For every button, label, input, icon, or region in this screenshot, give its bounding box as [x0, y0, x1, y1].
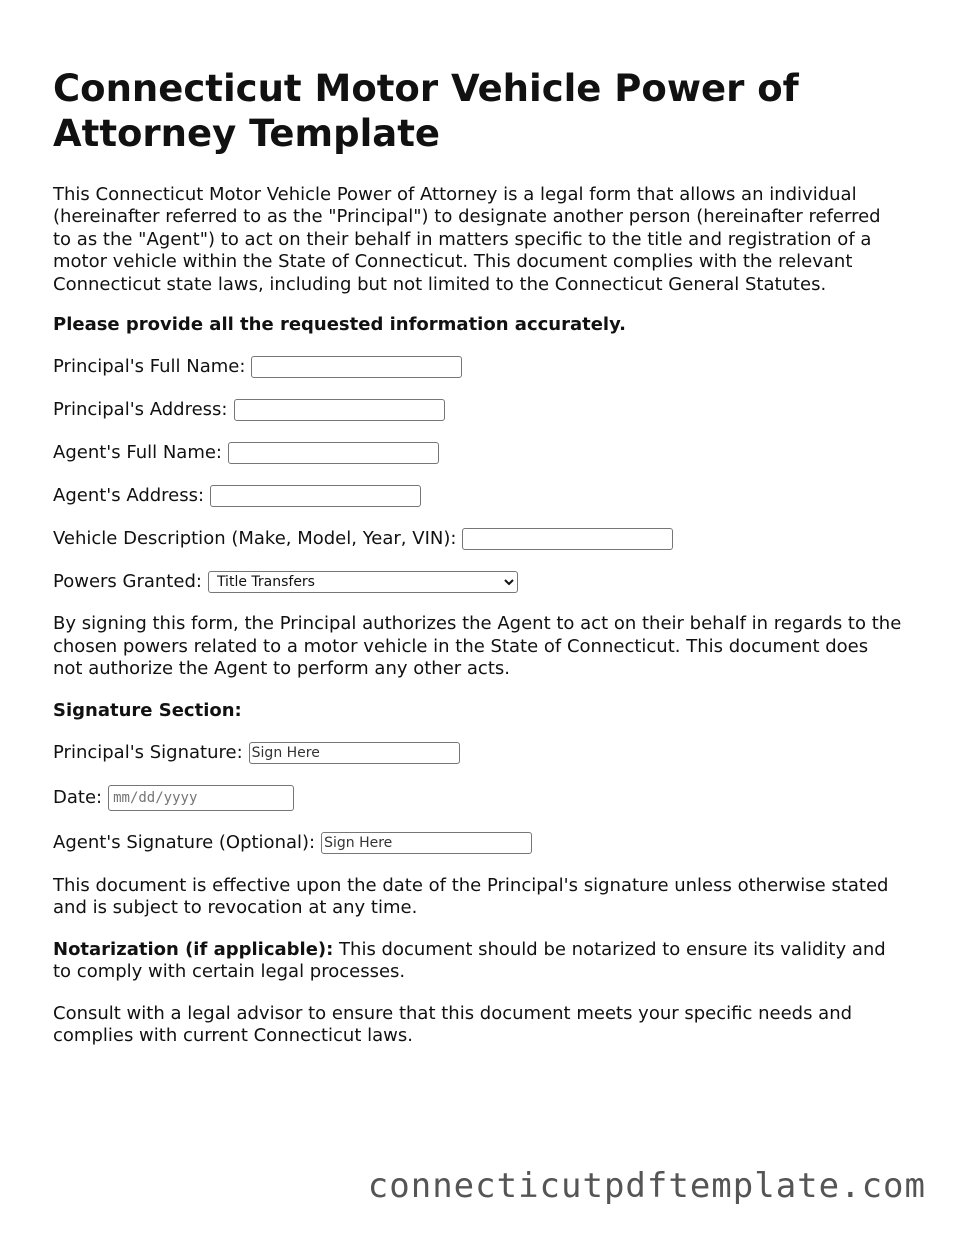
agent-name-row [53, 441, 903, 465]
agent-name-label: Agent's Full Name: [53, 442, 222, 464]
principal-address-row [53, 398, 903, 422]
agent-signature-row [53, 831, 903, 855]
signature-heading: Signature Section: [53, 699, 242, 721]
date-input[interactable] [108, 785, 294, 811]
agent-address-row [53, 484, 903, 508]
date-row [53, 785, 903, 811]
notarization-text: This document should be notarized to ensure its validity and to comply with certain legal processes. [53, 938, 886, 983]
principal-signature-label: Principal's Signature: [53, 742, 243, 764]
notarization-paragraph [53, 939, 903, 984]
agent-signature-input[interactable] [321, 832, 532, 854]
footer-watermark: connecticutpdftemplate.com [367, 1166, 926, 1206]
instruction-text: Please provide all the requested information accurately. [53, 314, 627, 336]
date-label: Date: [53, 787, 103, 809]
authorization-paragraph: By signing this form, the Principal authorizes the Agent to act on their behalf in regards to the chosen powers related to a motor vehicle in the State of Connecticut. This document does not authorize the Agent to perform any other acts. [53, 613, 902, 680]
principal-name-input[interactable] [251, 356, 462, 378]
principal-address-label: Principal's Address: [53, 399, 228, 421]
agent-signature-label: Agent's Signature (Optional): [53, 832, 316, 854]
page-title: Connecticut Motor Vehicle Power of Attorney Template [53, 67, 799, 155]
agent-address-label: Agent's Address: [53, 485, 205, 507]
powers-granted-select[interactable] [208, 571, 518, 593]
principal-address-input[interactable] [234, 399, 445, 421]
powers-granted-label: Powers Granted: [53, 571, 202, 593]
notarization-label: Notarization (if applicable): [53, 938, 334, 960]
consult-paragraph: Consult with a legal advisor to ensure that this document meets your specific needs and complies with current Connecticut laws. [53, 1002, 853, 1047]
powers-granted-row [53, 570, 903, 594]
vehicle-description-input[interactable] [462, 528, 673, 550]
intro-paragraph: This Connecticut Motor Vehicle Power of Attorney is a legal form that allows an individual (hereinafter referred to as the "Principal") to designate another person (hereinafter referred to as the "Agent") to act on their behalf in matters specific to the title and registration of a motor vehicle within the State of Connecticut. This document complies with the relevant Connecticut state laws, including but not limited to the Connecticut General Statutes. [53, 184, 881, 295]
vehicle-description-row [53, 527, 903, 551]
agent-name-input[interactable] [228, 442, 439, 464]
document-page [53, 66, 903, 1067]
principal-signature-row [53, 741, 903, 765]
principal-name-label: Principal's Full Name: [53, 356, 246, 378]
vehicle-description-label: Vehicle Description (Make, Model, Year, VIN): [53, 528, 457, 550]
effective-paragraph: This document is effective upon the date of the Principal's signature unless otherwise stated and is subject to revocation at any time. [53, 875, 889, 919]
agent-address-input[interactable] [210, 485, 421, 507]
principal-name-row [53, 355, 903, 379]
principal-signature-input[interactable] [249, 742, 460, 764]
